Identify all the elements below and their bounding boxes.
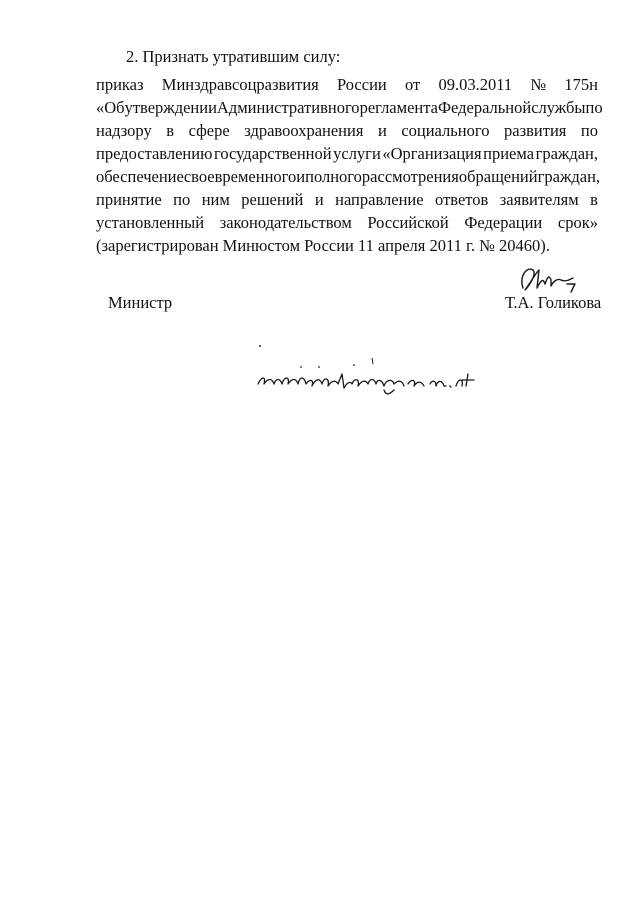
word: Федеральной (437, 98, 532, 117)
word: России (337, 75, 387, 94)
order-line-4 (96, 144, 598, 163)
minister-name: Т.А. Голикова (505, 293, 602, 312)
word: решений (241, 190, 304, 209)
word: по (585, 98, 603, 117)
word: надзору (96, 121, 152, 140)
order-line-1 (96, 75, 598, 94)
word: и (377, 121, 387, 140)
word: службы (531, 98, 586, 117)
word: принятие (96, 190, 162, 209)
word: утверждении (124, 98, 217, 117)
word: граждан, (537, 167, 601, 186)
order-line-3 (96, 121, 598, 140)
minister-title: Министр (108, 293, 173, 312)
order-line-5 (96, 167, 601, 186)
word: ответов (435, 190, 489, 209)
word: социального (401, 121, 490, 140)
word: Минздравсоцразвития (161, 75, 319, 94)
word: обращений (458, 167, 538, 186)
word: и (314, 190, 324, 209)
order-line-6 (96, 190, 598, 209)
word: приема (483, 144, 535, 163)
word: в (590, 190, 598, 209)
handwritten-note (256, 340, 478, 410)
word: полного (305, 167, 362, 186)
word: предоставлению (96, 144, 213, 163)
word: приказ (96, 75, 144, 94)
order-line-2 (96, 98, 603, 117)
word: регламента (359, 98, 438, 117)
word: развития (504, 121, 567, 140)
word: заявителям (499, 190, 579, 209)
word: здравоохранения (244, 121, 364, 140)
word: рассмотрения (361, 167, 459, 186)
word: Российской (367, 213, 449, 232)
word: в (166, 121, 175, 140)
word: сфере (188, 121, 230, 140)
word: «Организация (382, 144, 482, 163)
word: установленный (96, 213, 205, 232)
word: своевременного (183, 167, 297, 186)
order-line-7 (96, 213, 598, 232)
word: государственной (213, 144, 332, 163)
word: 09.03.2011 (438, 75, 513, 94)
word: направление (335, 190, 424, 209)
order-line-8: (зарегистрирован Минюстом России 11 апреля 2011 г. № 20460). (96, 236, 550, 255)
word: «Об (96, 98, 125, 117)
word: граждан, (535, 144, 598, 163)
word: Административного (216, 98, 360, 117)
word: Федерации (464, 213, 543, 232)
word: и (296, 167, 306, 186)
item-heading: 2. Признать утратившим силу: (126, 47, 341, 66)
word: по (173, 190, 191, 209)
word: от (404, 75, 421, 94)
word: срок» (557, 213, 598, 232)
word: № (530, 75, 547, 94)
word: обеспечение (96, 167, 184, 186)
word: законодательством (219, 213, 352, 232)
word: ним (201, 190, 230, 209)
word: услуги (333, 144, 381, 163)
word: по (580, 121, 598, 140)
word: 175н (564, 75, 598, 94)
